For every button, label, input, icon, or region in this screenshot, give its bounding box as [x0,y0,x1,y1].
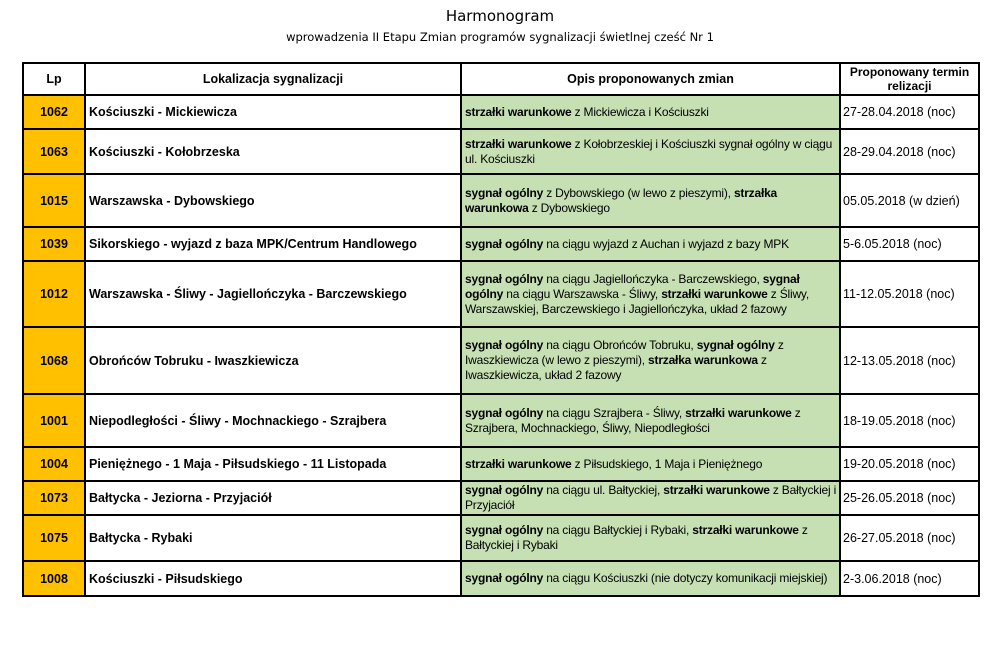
row-term: 25-26.05.2018 (noc) [840,481,979,515]
header-row [23,63,979,95]
description-bold-segment: strzałki warunkowe [661,286,768,301]
table-row [23,447,979,481]
row-lp: 1039 [23,227,85,261]
description-segment: z Piłsudskiego, 1 Maja i Pieniężnego [571,456,763,471]
row-term: 26-27.05.2018 (noc) [840,515,979,561]
table-row [23,129,979,174]
table-row [23,481,979,515]
row-location: Kościuszki - Kołobrzeska [85,129,461,174]
header-location: Lokalizacja sygnalizacji [85,63,461,95]
row-lp: 1015 [23,174,85,227]
description-bold-segment: strzałki warunkowe [465,104,572,119]
row-location: Bałtycka - Rybaki [85,515,461,561]
description-bold-segment: sygnał ogólny [465,271,544,286]
row-location: Pieniężnego - 1 Maja - Piłsudskiego - 11 Listopada [85,447,461,481]
description-segment: na ciągu Kościuszki (nie dotyczy komunikacji miejskiej) [543,571,828,585]
table-row [23,515,979,561]
description-bold-segment: sygnał ogólny [465,571,544,585]
row-term: 18-19.05.2018 (noc) [840,394,979,447]
header-lp: Lp [23,63,85,95]
description-bold-segment: sygnał ogólny [465,271,800,301]
row-description [461,95,840,129]
row-description [461,327,840,394]
row-lp: 1004 [23,447,85,481]
row-location: Bałtycka - Jeziorna - Przyjaciół [85,481,461,515]
row-lp: 1068 [23,327,85,394]
row-description [461,261,840,327]
description-bold-segment: sygnał ogólny [465,405,544,420]
row-lp: 1063 [23,129,85,174]
description-segment: na ciągu wyjazd z Auchan i wyjazd z bazy MPK [543,236,789,251]
description-bold-segment: strzałki warunkowe [685,405,792,420]
description-segment: na ciągu Jagiellończyka - Barczewskiego, [543,271,763,286]
table-row [23,95,979,129]
table-row [23,261,979,327]
description-bold-segment: strzałki warunkowe [663,483,770,497]
row-term: 12-13.05.2018 (noc) [840,327,979,394]
table-row [23,174,979,227]
description-segment: na ciągu ul. Bałtyckiej, [543,483,664,497]
row-location: Warszawska - Dybowskiego [85,174,461,227]
row-location: Kościuszki - Piłsudskiego [85,561,461,596]
description-bold-segment: sygnał ogólny [465,236,544,251]
row-description [461,394,840,447]
row-location: Warszawska - Śliwy - Jagiellończyka - Barczewskiego [85,261,461,327]
row-location: Kościuszki - Mickiewicza [85,95,461,129]
row-lp: 1012 [23,261,85,327]
description-bold-segment: sygnał ogólny [465,523,544,537]
description-segment: z Dybowskiego (w lewo z pieszymi), [543,185,734,200]
description-segment: na ciągu Bałtyckiej i Rybaki, [543,523,693,537]
row-location: Obrońców Tobruku - Iwaszkiewicza [85,327,461,394]
table-row [23,327,979,394]
document-title: Harmonogram [445,7,555,25]
row-location: Niepodległości - Śliwy - Mochnackiego - Szrajbera [85,394,461,447]
row-lp: 1062 [23,95,85,129]
row-term: 5-6.05.2018 (noc) [840,227,979,261]
description-segment: na ciągu Obrońców Tobruku, [543,338,697,352]
row-description [461,129,840,174]
row-description [461,174,840,227]
description-bold-segment: strzałki warunkowe [465,136,572,151]
header-term: Proponowany termin relizacji [840,63,979,95]
description-segment: z Bałtyckiej i Rybaki [465,523,808,552]
description-segment: z Szrajbera, Mochnackiego, Śliwy, Niepodległości [465,405,801,435]
description-segment: z Kołobrzeskiej i Kościuszki sygnał ogólny w ciągu ul. Kościuszki [465,136,833,166]
description-bold-segment: sygnał ogólny [465,338,544,352]
description-bold-segment: strzałki warunkowe [692,523,799,537]
description-bold-segment: strzałka warunkowa [465,185,778,215]
row-term: 27-28.04.2018 (noc) [840,95,979,129]
description-segment: z Śliwy, Warszawskiej, Barczewskiego i Jagiellończyka, układ 2 fazowy [465,286,809,316]
row-description [461,561,840,596]
description-segment: z Iwaszkiewicza (w lewo z pieszymi), [465,338,784,367]
description-segment: na ciągu Warszawska - Śliwy, [503,286,662,301]
row-location: Sikorskiego - wyjazd z baza MPK/Centrum Handlowego [85,227,461,261]
row-lp: 1008 [23,561,85,596]
description-bold-segment: sygnał ogólny [696,338,775,352]
row-description [461,515,840,561]
row-term: 28-29.04.2018 (noc) [840,129,979,174]
row-term: 19-20.05.2018 (noc) [840,447,979,481]
description-segment: z Mickiewicza i Kościuszki [571,104,709,119]
header-description: Opis proponowanych zmian [461,63,840,95]
document-subtitle: wprowadzenia II Etapu Zmian programów sygnalizacji świetlnej cześć Nr 1 [286,30,714,44]
description-segment: z Iwaszkiewicza, układ 2 fazowy [465,353,767,382]
table-row [23,394,979,447]
table-row [23,227,979,261]
row-description [461,481,840,515]
description-bold-segment: strzałka warunkowa [648,353,758,367]
schedule-table [22,62,980,597]
description-bold-segment: sygnał ogólny [465,185,544,200]
row-description [461,227,840,261]
description-segment: na ciągu Szrajbera - Śliwy, [543,405,686,420]
row-lp: 1073 [23,481,85,515]
row-term: 05.05.2018 (w dzień) [840,174,979,227]
description-segment: z Dybowskiego [528,200,610,215]
description-bold-segment: strzałki warunkowe [465,456,572,471]
row-description [461,447,840,481]
description-segment: z Bałtyckiej i Przyjaciół [465,483,837,512]
row-term: 2-3.06.2018 (noc) [840,561,979,596]
row-lp: 1075 [23,515,85,561]
description-bold-segment: sygnał ogólny [465,483,544,497]
table-row [23,561,979,596]
row-term: 11-12.05.2018 (noc) [840,261,979,327]
row-lp: 1001 [23,394,85,447]
